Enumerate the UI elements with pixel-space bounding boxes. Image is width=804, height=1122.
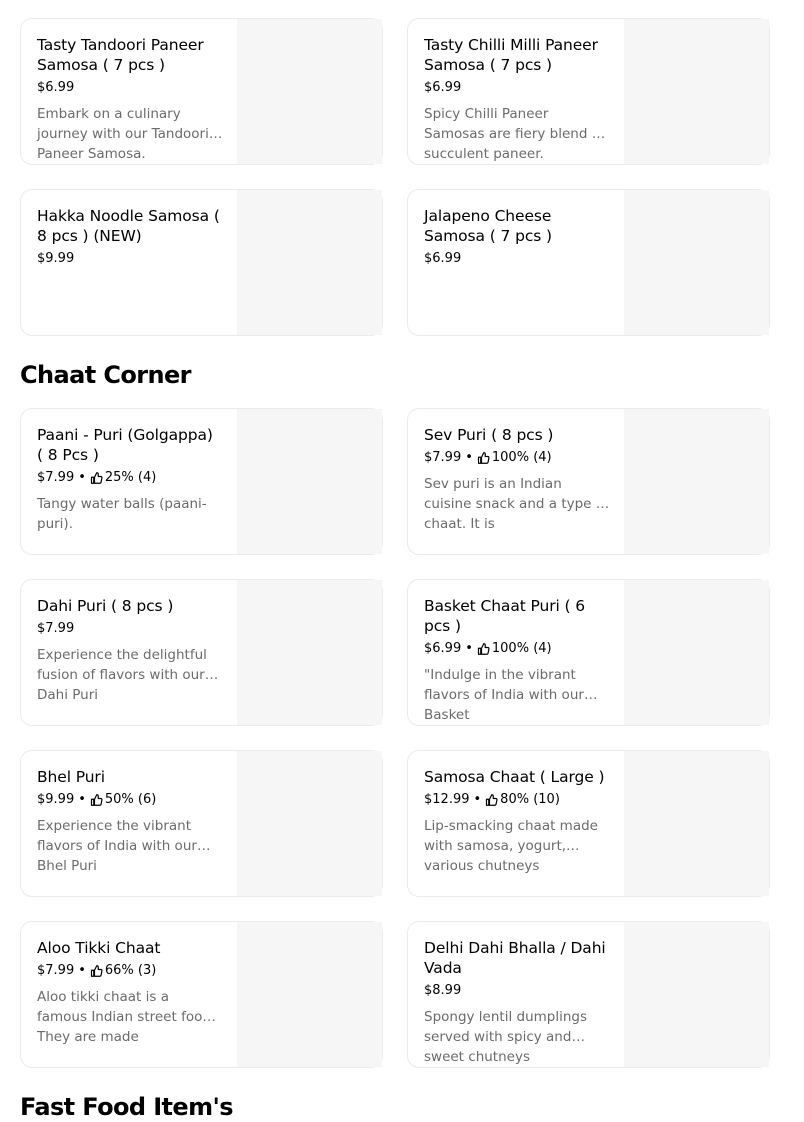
menu-item-meta (37, 792, 223, 808)
menu-item-meta (424, 983, 610, 999)
menu-item-description: Embark on a culinary journey with our Tandoori Paneer Samosa. (37, 106, 209, 162)
menu-item-image (237, 19, 382, 164)
menu-item-price: $7.99 (424, 450, 462, 465)
menu-item-card[interactable] (20, 408, 383, 555)
menu-item-description: Aloo tikki chaat is a famous Indian street food. They are made (37, 989, 216, 1045)
menu-item-info (424, 206, 610, 267)
menu-item-description: Sev puri is an Indian cuisine snack and a type of chaat. It is (424, 476, 609, 532)
menu-item-title: Aloo Tikki Chaat (37, 939, 161, 957)
menu-item-meta (424, 251, 610, 267)
menu-item-info (424, 596, 610, 723)
menu-item-meta (37, 80, 223, 96)
menu-item-title: Bhel Puri (37, 768, 105, 786)
menu-item-description: "Indulge in the vibrant flavors of India with our Basket (424, 667, 584, 723)
menu-item-description: Experience the delightful fusion of flavors with our Dahi Puri (37, 647, 207, 703)
menu-item-price: $6.99 (424, 80, 462, 95)
menu-item-image (237, 751, 382, 896)
separator-dot: • (78, 792, 86, 807)
section-title: Chaat Corner (20, 361, 191, 389)
menu-item-rating: 80% (10) (500, 792, 560, 807)
menu-item-price: $6.99 (424, 641, 462, 656)
menu-item-title: Tasty Tandoori Paneer Samosa ( 7 pcs ) (37, 36, 204, 74)
menu-item-image (237, 190, 382, 335)
menu-item-card[interactable] (20, 18, 383, 165)
menu-item-meta (37, 621, 223, 637)
menu-item-meta (424, 641, 610, 657)
separator-dot: • (465, 641, 473, 656)
menu-item-info (424, 767, 610, 874)
menu-item-description: Lip-smacking chaat made with samosa, yogurt, various chutneys (424, 818, 598, 874)
menu-item-price: $6.99 (37, 80, 75, 95)
menu-item-card[interactable] (407, 921, 770, 1068)
menu-item-meta (37, 251, 223, 267)
menu-item-image (624, 409, 769, 554)
menu-item-image (624, 922, 769, 1067)
separator-dot: • (465, 450, 473, 465)
menu-item-description: Spongy lentil dumplings served with spicy and sweet chutneys (424, 1009, 588, 1065)
menu-item-info (424, 425, 610, 532)
thumbs-up-icon (90, 965, 102, 977)
section-title: Fast Food Item's (20, 1093, 233, 1121)
menu-item-image (624, 190, 769, 335)
menu-item-info (37, 596, 223, 703)
thumbs-up-icon (477, 452, 489, 464)
menu-item-price: $7.99 (37, 621, 75, 636)
menu-item-card[interactable] (20, 921, 383, 1068)
menu-item-price: $6.99 (424, 251, 462, 266)
menu-item-rating: 25% (4) (104, 470, 157, 485)
menu-item-title: Delhi Dahi Bhalla / Dahi Vada (424, 939, 606, 977)
menu-item-meta (37, 470, 223, 486)
menu-item-info (37, 938, 223, 1045)
menu-item-description: Tangy water balls (paani-puri). (37, 496, 207, 532)
separator-dot: • (78, 963, 86, 978)
menu-item-description: Spicy Chilli Paneer Samosas are fiery blend of succulent paneer. (424, 106, 605, 162)
thumbs-up-icon (485, 794, 497, 806)
menu-item-title: Samosa Chaat ( Large ) (424, 768, 605, 786)
menu-item-card[interactable] (407, 18, 770, 165)
menu-item-image (237, 922, 382, 1067)
menu-item-info (37, 767, 223, 874)
thumbs-up-icon (90, 794, 102, 806)
menu-item-price: $9.99 (37, 792, 75, 807)
menu-item-info (37, 425, 223, 534)
menu-item-price: $7.99 (37, 470, 75, 485)
menu-item-rating: 100% (4) (491, 641, 552, 656)
menu-item-card[interactable] (407, 189, 770, 336)
menu-item-price: $7.99 (37, 963, 75, 978)
separator-dot: • (78, 470, 86, 485)
menu-item-rating: 100% (4) (491, 450, 552, 465)
thumbs-up-icon (477, 643, 489, 655)
menu-item-meta (424, 450, 610, 466)
menu-item-card[interactable] (20, 750, 383, 897)
menu-item-card[interactable] (407, 579, 770, 726)
menu-item-price: $8.99 (424, 983, 462, 998)
menu-item-card[interactable] (20, 579, 383, 726)
menu-item-price: $9.99 (37, 251, 75, 266)
menu-item-meta (424, 80, 610, 96)
menu-item-meta (424, 792, 610, 808)
menu-item-info (424, 35, 610, 162)
menu-item-title: Sev Puri ( 8 pcs ) (424, 426, 554, 444)
menu-item-info (37, 35, 223, 162)
menu-item-image (237, 580, 382, 725)
menu-item-title: Paani - Puri (Golgappa) ( 8 Pcs ) (37, 426, 213, 464)
menu-item-info (37, 206, 223, 267)
menu-item-price: $12.99 (424, 792, 470, 807)
menu-item-rating: 66% (3) (104, 963, 157, 978)
menu-item-info (424, 938, 610, 1065)
menu-item-image (624, 19, 769, 164)
menu-item-description: Experience the vibrant flavors of India with our Bhel Puri (37, 818, 197, 874)
menu-item-card[interactable] (407, 408, 770, 555)
menu-item-image (624, 751, 769, 896)
menu-item-title: Dahi Puri ( 8 pcs ) (37, 597, 174, 615)
menu-item-title: Tasty Chilli Milli Paneer Samosa ( 7 pcs ) (424, 36, 598, 74)
menu-item-title: Jalapeno Cheese Samosa ( 7 pcs ) (424, 207, 552, 245)
menu-item-rating: 50% (6) (104, 792, 157, 807)
menu-item-card[interactable] (407, 750, 770, 897)
menu-item-card[interactable] (20, 189, 383, 336)
menu-item-title: Basket Chaat Puri ( 6 pcs ) (424, 597, 586, 635)
menu-item-image (624, 580, 769, 725)
thumbs-up-icon (90, 472, 102, 484)
menu-item-image (237, 409, 382, 554)
menu-item-title: Hakka Noodle Samosa ( 8 pcs ) (NEW) (37, 207, 220, 245)
menu-item-meta (37, 963, 223, 979)
separator-dot: • (473, 792, 482, 807)
